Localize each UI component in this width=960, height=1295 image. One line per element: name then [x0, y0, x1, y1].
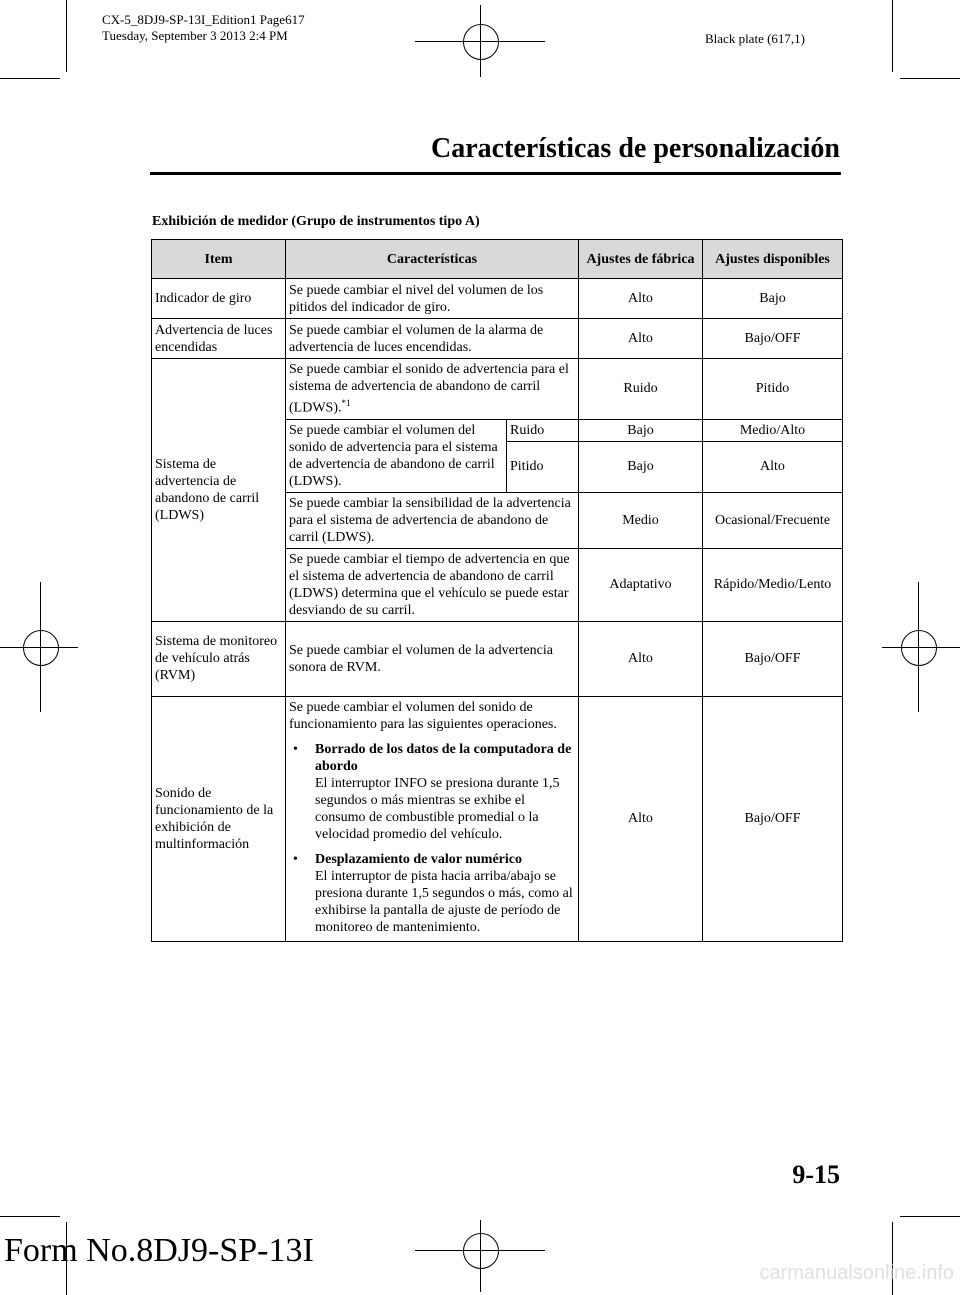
table-row [152, 696, 843, 941]
cell-caracteristicas: Se puede cambiar el volumen de la alarma de advertencia de luces encendidas. [286, 319, 579, 359]
cell-caracteristicas: Se puede cambiar el volumen del sonido de advertencia para el sistema de advertencia de abandono de carril (LDWS). [286, 419, 507, 492]
header-caracteristicas: Características [286, 240, 579, 279]
bullet-text: El interruptor de pista hacia arriba/abajo se presiona durante 1,5 segundos o más, como al exhibirse la pantalla de ajuste de período de monitoreo de mantenimiento. [315, 868, 573, 935]
registration-circle [463, 24, 499, 60]
table-heading: Exhibición de medidor (Grupo de instrumentos tipo A) [152, 214, 480, 229]
cell-fabrica: Alto [579, 279, 703, 319]
bullet-title: Borrado de los datos de la computadora de abordo [315, 741, 572, 774]
cell-fabrica: Bajo [579, 419, 703, 441]
cell-fabrica: Medio [579, 492, 703, 548]
table-row [152, 359, 843, 420]
table-header-row [152, 240, 843, 279]
bullet-glyph: • [293, 851, 298, 867]
cell-disponibles: Pitido [703, 359, 843, 420]
ldws-sonido-text: Se puede cambiar el sonido de advertencia para el sistema de advertencia de abandono de carril (LDWS). [289, 362, 569, 416]
cell-item: Sistema de monitoreo de vehículo atrás (RVM) [152, 621, 286, 696]
cell-fabrica: Adaptativo [579, 548, 703, 621]
cell-item: Sistema de advertencia de abandono de carril (LDWS) [152, 359, 286, 622]
bullet-item [289, 851, 575, 936]
cell-caracteristicas [286, 359, 579, 420]
cell-disponibles: Bajo/OFF [703, 696, 843, 941]
header-item: Item [152, 240, 286, 279]
cell-disponibles: Medio/Alto [703, 419, 843, 441]
bullet-text: El interruptor INFO se presiona durante 1,5 segundos o más mientras se exhibe el consumo de combustible promedial o la velocidad promedio del vehículo. [315, 775, 560, 842]
cell-caracteristicas: Se puede cambiar el volumen de la advertencia sonora de RVM. [286, 621, 579, 696]
registration-circle [901, 630, 937, 666]
header-rule [150, 172, 841, 175]
crop-mark [0, 1216, 60, 1217]
cell-caracteristicas: Se puede cambiar el nivel del volumen de los pitidos del indicador de giro. [286, 279, 579, 319]
cell-disponibles: Ocasional/Frecuente [703, 492, 843, 548]
cell-disponibles: Bajo/OFF [703, 621, 843, 696]
crop-mark [0, 78, 60, 79]
cell-fabrica: Bajo [579, 441, 703, 492]
bullet-glyph: • [293, 741, 298, 757]
multi-intro: Se puede cambiar el volumen del sonido de funcionamiento para las siguientes operaciones. [289, 699, 557, 732]
cell-fabrica: Alto [579, 696, 703, 941]
cell-disponibles: Bajo [703, 279, 843, 319]
print-slug-line2: Tuesday, September 3 2013 2:4 PM [102, 28, 288, 43]
watermark: carmanualsonline.info [759, 1262, 954, 1284]
cell-fabrica: Alto [579, 319, 703, 359]
registration-circle [23, 630, 59, 666]
cell-item: Indicador de giro [152, 279, 286, 319]
plate-label: Black plate (617,1) [705, 31, 805, 46]
section-title: Características de personalización [430, 133, 840, 164]
cell-tipo: Pitido [507, 441, 579, 492]
crop-mark [900, 1216, 960, 1217]
cell-disponibles: Bajo/OFF [703, 319, 843, 359]
registration-circle [463, 1233, 499, 1269]
cell-item: Advertencia de luces encendidas [152, 319, 286, 359]
header-ajustes-fabrica: Ajustes de fábrica [579, 240, 703, 279]
table-row [152, 319, 843, 359]
cell-disponibles: Alto [703, 441, 843, 492]
bullet-content [315, 851, 575, 936]
crop-mark [892, 0, 893, 72]
cell-disponibles: Rápido/Medio/Lento [703, 548, 843, 621]
bullet-title: Desplazamiento de valor numérico [315, 851, 522, 867]
cell-tipo: Ruido [507, 419, 579, 441]
cell-fabrica: Alto [579, 621, 703, 696]
form-number: Form No.8DJ9-SP-13I [4, 1232, 314, 1269]
page-number: 9-15 [792, 1160, 840, 1189]
print-slug-line1: CX-5_8DJ9-SP-13I_Edition1 Page617 [102, 12, 305, 27]
cell-item: Sonido de funcionamiento de la exhibición de multinformación [152, 696, 286, 941]
settings-table [151, 239, 843, 942]
table-row [152, 279, 843, 319]
cell-caracteristicas [286, 696, 579, 941]
cell-caracteristicas: Se puede cambiar la sensibilidad de la advertencia para el sistema de advertencia de abandono de carril (LDWS). [286, 492, 579, 548]
table-row [152, 621, 843, 696]
footnote-ref: *1 [341, 398, 351, 408]
cell-caracteristicas: Se puede cambiar el tiempo de advertencia en que el sistema de advertencia de abandono de carril (LDWS) determina que el vehículo se puede estar desviando de su carril. [286, 548, 579, 621]
header-ajustes-disponibles: Ajustes disponibles [703, 240, 843, 279]
crop-mark [900, 78, 960, 79]
cell-fabrica: Ruido [579, 359, 703, 420]
bullet-content [315, 741, 575, 843]
bullet-item [289, 741, 575, 843]
crop-mark [66, 0, 67, 72]
